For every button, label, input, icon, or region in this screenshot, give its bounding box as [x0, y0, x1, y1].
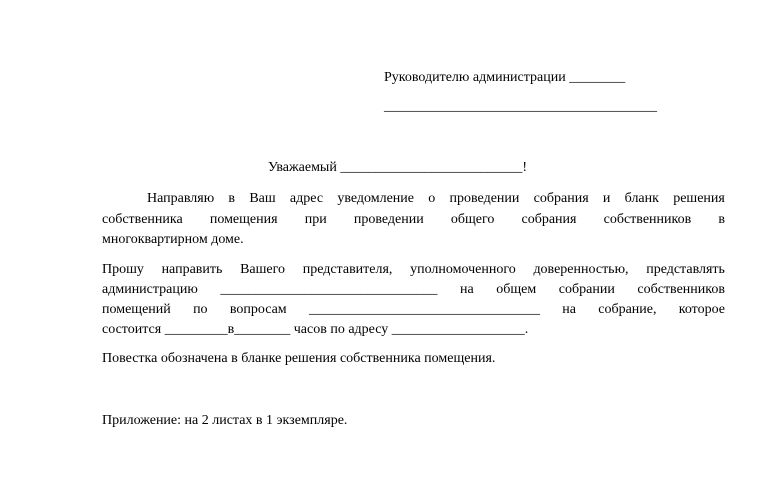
word: уполномоченного	[410, 262, 516, 277]
word: уведомление	[337, 191, 414, 206]
word: проведении	[449, 191, 520, 206]
addressee-line-2: _______________________________________	[384, 99, 657, 114]
word: представителя,	[302, 262, 393, 277]
word: в	[718, 212, 725, 227]
word: помещений	[102, 302, 171, 317]
word: по	[193, 302, 208, 317]
word: представлять	[646, 262, 725, 277]
word: в	[228, 191, 236, 206]
word: помещения	[209, 212, 278, 227]
word: Прошу	[102, 262, 144, 277]
paragraph-1-line-3: многоквартирном доме.	[102, 232, 244, 247]
word: Вашего	[240, 262, 286, 277]
word: общего	[450, 212, 495, 227]
word: собрания	[533, 191, 589, 206]
word: на	[562, 302, 576, 317]
addressee-line-1: Руководителю администрации ________	[384, 70, 626, 85]
attachment-note: Приложение: на 2 листах в 1 экземпляре.	[102, 413, 348, 428]
paragraph-2-line-3	[102, 301, 725, 319]
paragraph-2-line-4: состоится _________в________ часов по адресу ___________________.	[102, 322, 529, 337]
greeting: Уважаемый __________________________!	[268, 160, 527, 175]
word: администрацию	[102, 282, 198, 297]
word: собственника	[102, 212, 183, 227]
word: собрании	[558, 282, 615, 297]
word: которое	[678, 302, 725, 317]
word: и	[602, 191, 611, 206]
word: при	[304, 212, 327, 227]
word: о	[428, 191, 436, 206]
word: адрес	[289, 191, 324, 206]
paragraph-2-line-1	[102, 261, 725, 279]
word: доверенностью,	[533, 262, 629, 277]
paragraph-3: Повестка обозначена в бланке решения собственника помещения.	[102, 351, 496, 366]
blank-field: _______________________________	[220, 282, 438, 297]
word: собственников	[637, 282, 725, 297]
word: Направляю	[147, 191, 215, 206]
word: Ваш	[249, 191, 276, 206]
word: общем	[496, 282, 537, 297]
paragraph-2-line-2	[102, 281, 725, 299]
word: бланк	[624, 191, 659, 206]
word: направить	[161, 262, 223, 277]
paragraph-1-line-2	[102, 211, 725, 229]
word: вопросам	[229, 302, 287, 317]
word: решения	[673, 191, 725, 206]
word: на	[459, 282, 474, 297]
blank-field: _________________________________	[308, 302, 540, 317]
paragraph-1-line-1	[147, 190, 725, 208]
word: проведении	[353, 212, 424, 227]
word: собственников	[603, 212, 692, 227]
word: собрания	[521, 212, 577, 227]
word: собрание,	[598, 302, 657, 317]
